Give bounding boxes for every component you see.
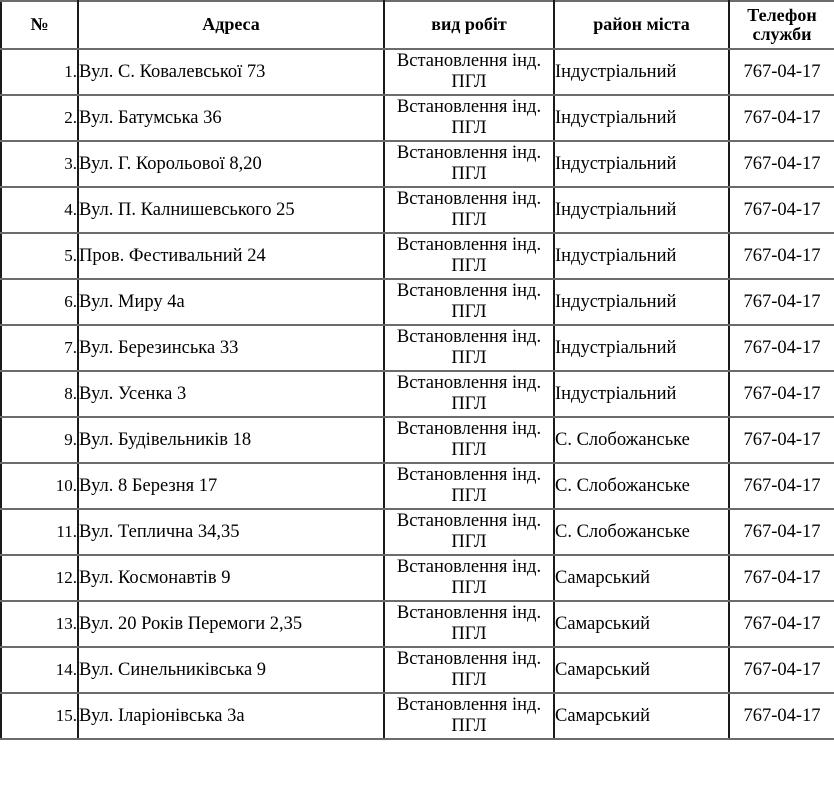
cell-address: Вул. 20 Років Перемоги 2,35 bbox=[78, 601, 384, 647]
column-header-phone bbox=[729, 1, 834, 49]
cell-phone: 767-04-17 bbox=[729, 371, 834, 417]
cell-number: 8. bbox=[1, 371, 78, 417]
table-body bbox=[1, 49, 834, 739]
table-row bbox=[1, 601, 834, 647]
cell-number: 7. bbox=[1, 325, 78, 371]
cell-number: 12. bbox=[1, 555, 78, 601]
cell-work-type bbox=[384, 279, 554, 325]
cell-number: 14. bbox=[1, 647, 78, 693]
cell-phone: 767-04-17 bbox=[729, 463, 834, 509]
table-row bbox=[1, 187, 834, 233]
cell-phone: 767-04-17 bbox=[729, 49, 834, 95]
cell-phone: 767-04-17 bbox=[729, 141, 834, 187]
table-row bbox=[1, 509, 834, 555]
cell-work-type-line2: ПГЛ bbox=[451, 624, 487, 644]
cell-work-type bbox=[384, 463, 554, 509]
table-row bbox=[1, 141, 834, 187]
cell-work-type-line2: ПГЛ bbox=[451, 210, 487, 230]
table-row bbox=[1, 371, 834, 417]
table-row bbox=[1, 647, 834, 693]
cell-district: С. Слобожанське bbox=[554, 509, 729, 555]
column-header-work-type: вид робіт bbox=[384, 1, 554, 49]
cell-address: Вул. Будівельників 18 bbox=[78, 417, 384, 463]
cell-district: Індустріальний bbox=[554, 279, 729, 325]
cell-work-type-line2: ПГЛ bbox=[451, 256, 487, 276]
cell-district: Самарський bbox=[554, 601, 729, 647]
cell-address: Вул. Синельниківська 9 bbox=[78, 647, 384, 693]
cell-work-type-line2: ПГЛ bbox=[451, 72, 487, 92]
cell-phone: 767-04-17 bbox=[729, 95, 834, 141]
cell-work-type-line1: Встановлення інд. bbox=[396, 326, 542, 347]
cell-district: Індустріальний bbox=[554, 325, 729, 371]
cell-number: 3. bbox=[1, 141, 78, 187]
cell-address: Вул. С. Ковалевської 73 bbox=[78, 49, 384, 95]
cell-work-type-line2: ПГЛ bbox=[451, 578, 487, 598]
cell-number: 9. bbox=[1, 417, 78, 463]
column-header-address: Адреса bbox=[78, 1, 384, 49]
cell-work-type-line1: Встановлення інд. bbox=[396, 464, 542, 485]
cell-phone: 767-04-17 bbox=[729, 325, 834, 371]
cell-work-type-line2: ПГЛ bbox=[451, 440, 487, 460]
cell-work-type bbox=[384, 187, 554, 233]
cell-number: 2. bbox=[1, 95, 78, 141]
cell-work-type-line2: ПГЛ bbox=[451, 532, 487, 552]
cell-work-type bbox=[384, 647, 554, 693]
cell-address: Вул. Миру 4а bbox=[78, 279, 384, 325]
cell-address: Вул. Іларіонівська 3а bbox=[78, 693, 384, 739]
cell-district: С. Слобожанське bbox=[554, 463, 729, 509]
table-header-row bbox=[1, 1, 834, 49]
cell-number: 10. bbox=[1, 463, 78, 509]
cell-work-type bbox=[384, 509, 554, 555]
cell-address: Пров. Фестивальний 24 bbox=[78, 233, 384, 279]
cell-work-type-line1: Встановлення інд. bbox=[396, 96, 542, 117]
cell-work-type bbox=[384, 141, 554, 187]
cell-work-type-line2: ПГЛ bbox=[451, 394, 487, 414]
cell-district: Індустріальний bbox=[554, 141, 729, 187]
cell-number: 4. bbox=[1, 187, 78, 233]
table-row bbox=[1, 279, 834, 325]
cell-work-type bbox=[384, 49, 554, 95]
cell-work-type-line2: ПГЛ bbox=[451, 716, 487, 736]
cell-phone: 767-04-17 bbox=[729, 417, 834, 463]
cell-address: Вул. Березинська 33 bbox=[78, 325, 384, 371]
cell-address: Вул. Г. Корольової 8,20 bbox=[78, 141, 384, 187]
table-row bbox=[1, 693, 834, 739]
cell-phone: 767-04-17 bbox=[729, 279, 834, 325]
cell-district: С. Слобожанське bbox=[554, 417, 729, 463]
table-row bbox=[1, 49, 834, 95]
cell-work-type-line1: Встановлення інд. bbox=[396, 142, 542, 163]
table-row bbox=[1, 417, 834, 463]
cell-work-type bbox=[384, 555, 554, 601]
cell-work-type-line1: Встановлення інд. bbox=[396, 556, 542, 577]
cell-work-type-line1: Встановлення інд. bbox=[396, 188, 542, 209]
column-header-number: № bbox=[1, 1, 78, 49]
cell-district: Самарський bbox=[554, 647, 729, 693]
column-header-phone-line1: Телефон bbox=[747, 4, 817, 25]
cell-work-type-line1: Встановлення інд. bbox=[396, 602, 542, 623]
cell-phone: 767-04-17 bbox=[729, 601, 834, 647]
cell-phone: 767-04-17 bbox=[729, 555, 834, 601]
cell-work-type-line1: Встановлення інд. bbox=[396, 372, 542, 393]
table-row bbox=[1, 233, 834, 279]
cell-address: Вул. Усенка 3 bbox=[78, 371, 384, 417]
table-row bbox=[1, 555, 834, 601]
table-row bbox=[1, 463, 834, 509]
cell-work-type-line1: Встановлення інд. bbox=[396, 648, 542, 669]
cell-work-type bbox=[384, 325, 554, 371]
cell-work-type-line2: ПГЛ bbox=[451, 302, 487, 322]
cell-work-type-line2: ПГЛ bbox=[451, 670, 487, 690]
cell-address: Вул. Батумська 36 bbox=[78, 95, 384, 141]
table-row bbox=[1, 95, 834, 141]
cell-work-type bbox=[384, 95, 554, 141]
cell-number: 11. bbox=[1, 509, 78, 555]
table-header bbox=[1, 1, 834, 49]
cell-work-type-line1: Встановлення інд. bbox=[396, 50, 542, 71]
cell-district: Індустріальний bbox=[554, 95, 729, 141]
cell-district: Самарський bbox=[554, 693, 729, 739]
cell-work-type bbox=[384, 417, 554, 463]
cell-work-type-line1: Встановлення інд. bbox=[396, 418, 542, 439]
cell-work-type bbox=[384, 371, 554, 417]
cell-work-type-line2: ПГЛ bbox=[451, 486, 487, 506]
cell-number: 5. bbox=[1, 233, 78, 279]
cell-address: Вул. Космонавтів 9 bbox=[78, 555, 384, 601]
cell-number: 6. bbox=[1, 279, 78, 325]
cell-work-type bbox=[384, 693, 554, 739]
cell-number: 13. bbox=[1, 601, 78, 647]
cell-phone: 767-04-17 bbox=[729, 233, 834, 279]
cell-work-type bbox=[384, 233, 554, 279]
cell-work-type bbox=[384, 601, 554, 647]
cell-phone: 767-04-17 bbox=[729, 509, 834, 555]
cell-number: 1. bbox=[1, 49, 78, 95]
cell-district: Самарський bbox=[554, 555, 729, 601]
cell-address: Вул. П. Калнишевського 25 bbox=[78, 187, 384, 233]
cell-district: Індустріальний bbox=[554, 233, 729, 279]
column-header-district: район міста bbox=[554, 1, 729, 49]
cell-work-type-line1: Встановлення інд. bbox=[396, 694, 542, 715]
cell-phone: 767-04-17 bbox=[729, 693, 834, 739]
cell-work-type-line2: ПГЛ bbox=[451, 118, 487, 138]
cell-phone: 767-04-17 bbox=[729, 647, 834, 693]
cell-work-type-line1: Встановлення інд. bbox=[396, 510, 542, 531]
cell-address: Вул. Теплична 34,35 bbox=[78, 509, 384, 555]
table-row bbox=[1, 325, 834, 371]
cell-work-type-line2: ПГЛ bbox=[451, 348, 487, 368]
cell-work-type-line1: Встановлення інд. bbox=[396, 280, 542, 301]
column-header-phone-line2: служби bbox=[752, 24, 812, 44]
cell-district: Індустріальний bbox=[554, 187, 729, 233]
cell-address: Вул. 8 Березня 17 bbox=[78, 463, 384, 509]
cell-work-type-line1: Встановлення інд. bbox=[396, 234, 542, 255]
cell-district: Індустріальний bbox=[554, 49, 729, 95]
cell-phone: 767-04-17 bbox=[729, 187, 834, 233]
cell-work-type-line2: ПГЛ bbox=[451, 164, 487, 184]
cell-number: 15. bbox=[1, 693, 78, 739]
cell-district: Індустріальний bbox=[554, 371, 729, 417]
